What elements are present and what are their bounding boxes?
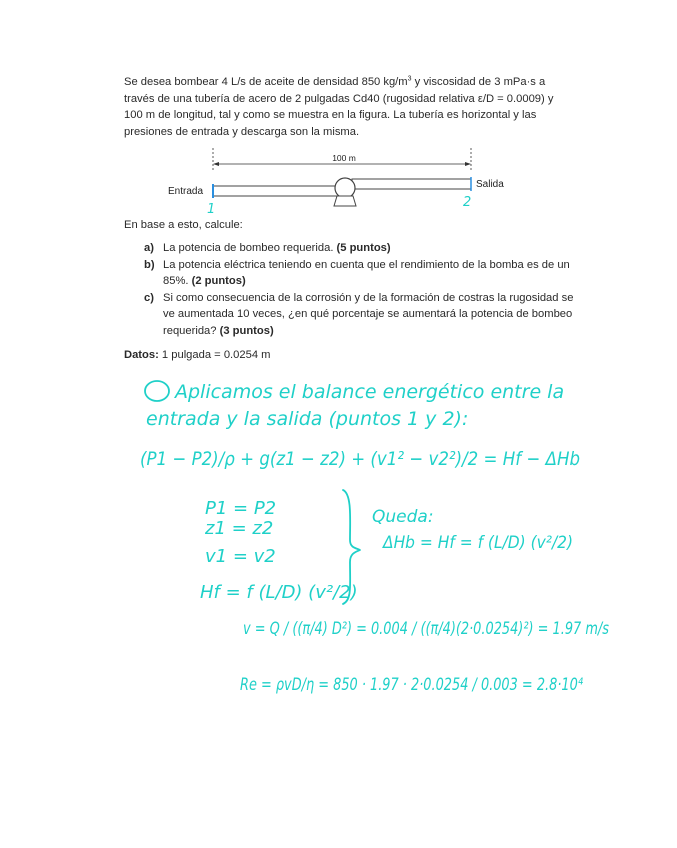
hw-queda-eq: ΔHb = Hf = f (L/D) (v²/2)	[381, 533, 573, 553]
circled-a-mark	[145, 381, 169, 401]
question-c: c) Si como consecuencia de la corrosión y de la formación de costras la rugosidad se ve aumentada 10 veces, ¿en qué porcentaje se aumentará la potencia de bombeo requerida? (3 puntos)	[144, 291, 574, 337]
inlet-label: Entrada	[168, 186, 204, 197]
question-b: b) La potencia eléctrica teniendo en cuenta que el rendimiento de la bomba es de un 85%. (2 puntos)	[144, 258, 570, 287]
hw-velocity-eq: v = Q / ((π/4) D²) = 0.004 / ((π/4)(2·0.0254)²) = 1.97 m/s	[243, 619, 610, 639]
question-a: a) La potencia de bombeo requerida. (5 puntos)	[144, 242, 391, 254]
hw-line-1: Aplicamos el balance energético entre la	[175, 381, 565, 403]
hw-queda: Queda:	[372, 507, 434, 527]
hw-energy-balance: (P1 − P2)/ρ + g(z1 − z2) + (v1² − v2²)/2 = Hf − ΔHb	[140, 448, 580, 470]
hw-cond-velocity: v1 = v2	[205, 546, 276, 567]
problem-statement: Se desea bombear 4 L/s de aceite de densidad 850 $kg/m^3$ y viscosidad de 3 mPa·s a través de una tubería de acero de 2 pulgadas Cd40 (rugosidad relativa ε/D = 0.0009) y 100 m de longitud, tal y como se muestra en la figura. La tubería es horizontal y las presiones de entrada y descarga son la misma.	[124, 75, 554, 138]
hw-cond-friction: Hf = f (L/D) (v²/2)	[200, 582, 358, 603]
hw-cond-pressure: P1 = P2	[205, 498, 277, 519]
outlet-label: Salida	[476, 179, 504, 190]
datos-line: Datos: 1 pulgada = 0.0254 m	[124, 349, 271, 361]
calc-intro: En base a esto, calcule:	[124, 219, 243, 231]
hw-line-2: entrada y la salida (puntos 1 y 2):	[146, 408, 469, 430]
point-2-label: 2	[463, 195, 472, 210]
hw-cond-height: z1 = z2	[205, 518, 274, 539]
hw-reynolds-eq: Re = ρvD/η = 850 · 1.97 · 2·0.0254 / 0.003 = 2.8·10⁴	[240, 675, 584, 695]
point-1-label: 1	[207, 202, 216, 217]
length-label: 100 m	[332, 153, 356, 163]
